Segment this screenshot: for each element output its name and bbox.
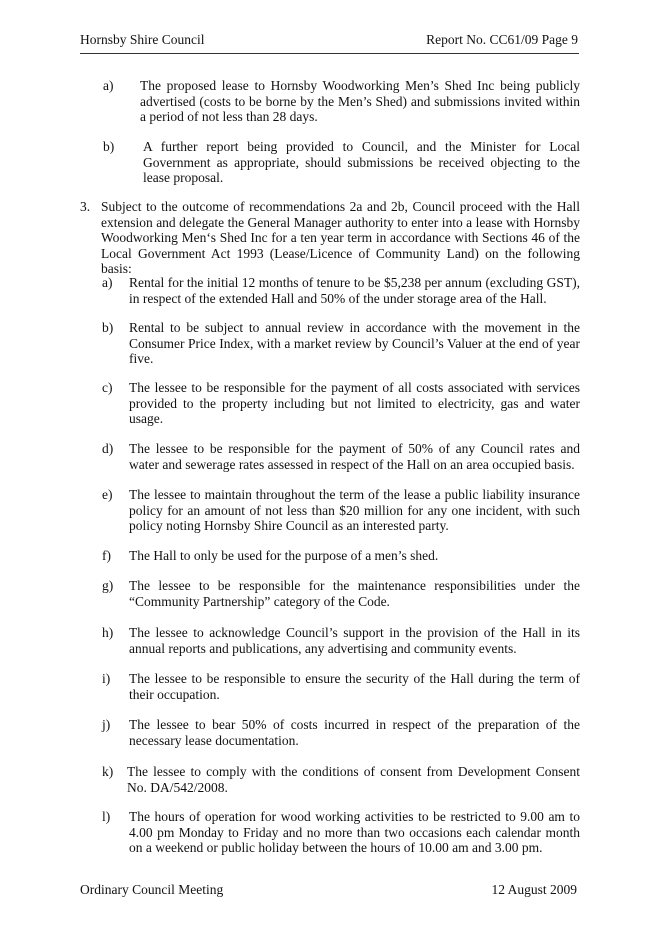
list-item-marker: b) bbox=[103, 139, 115, 154]
list-item-text: The lessee to bear 50% of costs incurred in respect of the preparation of the necessary lease documentation. bbox=[129, 717, 580, 748]
list-item-marker: e) bbox=[102, 487, 113, 502]
list-item-text: The lessee to maintain throughout the term of the lease a public liability insurance policy for an amount of not less than $20 million for any one incident, with such policy noting Hornsby Shire Council as an interested party. bbox=[129, 487, 580, 533]
list-item-marker: i) bbox=[102, 671, 111, 686]
list-item-marker: j) bbox=[102, 717, 111, 732]
list-item-marker: a) bbox=[103, 78, 114, 93]
numbered-item-text: Subject to the outcome of recommendations 2a and 2b, Council proceed with the Hall extension and delegate the General Manager authority to enter into a lease with Hornsby Woodworking Men‘s Shed Inc for a ten year term in accordance with Sections 46 of the Local Government Act 1993 (Lease/Licence of Community Land) on the following basis: bbox=[101, 199, 580, 276]
list-item-marker: h) bbox=[102, 625, 114, 640]
list-item-text: The lessee to acknowledge Council’s support in the provision of the Hall in its annual reports and publications, any advertising and community events. bbox=[129, 625, 580, 656]
list-item-marker: g) bbox=[102, 578, 114, 593]
list-item-text: The lessee to be responsible for the maintenance responsibilities under the “Community Partnership” category of the Code. bbox=[129, 578, 580, 609]
footer-date: 12 August 2009 bbox=[491, 882, 577, 897]
header-report-number: Report No. CC61/09 Page 9 bbox=[426, 32, 578, 47]
list-item-marker: d) bbox=[102, 441, 114, 456]
list-item-text: The proposed lease to Hornsby Woodworking Men’s Shed Inc being publicly advertised (costs to be borne by the Men’s Shed) and submissions invited within a period of not less than 28 days. bbox=[140, 78, 580, 124]
list-item-marker: l) bbox=[102, 809, 111, 824]
list-item-marker: b) bbox=[102, 320, 114, 335]
list-item-text: Rental to be subject to annual review in accordance with the movement in the Consumer Price Index, with a market review by Council’s Valuer at the end of year five. bbox=[129, 320, 580, 366]
list-item-text: The lessee to be responsible for the payment of 50% of any Council rates and water and sewerage rates assessed in respect of the Hall on an area occupied basis. bbox=[129, 441, 580, 472]
list-item-text: Rental for the initial 12 months of tenure to be $5,238 per annum (excluding GST), in respect of the extended Hall and 50% of the under storage area of the Hall. bbox=[129, 275, 580, 306]
list-item-text: The lessee to comply with the conditions of consent from Development Consent No. DA/542/2008. bbox=[127, 764, 580, 795]
header-council-name: Hornsby Shire Council bbox=[80, 32, 205, 47]
list-item-marker: c) bbox=[102, 380, 113, 395]
list-item-marker: f) bbox=[102, 548, 111, 563]
list-item-text: The Hall to only be used for the purpose of a men’s shed. bbox=[129, 548, 439, 563]
list-item-text: The hours of operation for wood working activities to be restricted to 9.00 am to 4.00 pm Monday to Friday and no more than two occasions each calendar month on a weekend or public holiday between the hours of 10.00 am and 3.00 pm. bbox=[129, 809, 580, 855]
list-item-text: A further report being provided to Council, and the Minister for Local Government as appropriate, should submissions be received objecting to the lease proposal. bbox=[143, 139, 580, 185]
list-item-marker: k) bbox=[102, 764, 114, 779]
list-item-marker: a) bbox=[102, 275, 113, 290]
list-item-text: The lessee to be responsible for the payment of all costs associated with services provided to the property including but not limited to electricity, gas and water usage. bbox=[129, 380, 580, 426]
page-header bbox=[80, 31, 579, 54]
list-item-text: The lessee to be responsible to ensure the security of the Hall during the term of their occupation. bbox=[129, 671, 580, 702]
footer-meeting-name: Ordinary Council Meeting bbox=[80, 882, 224, 897]
numbered-item-marker: 3. bbox=[80, 199, 91, 214]
